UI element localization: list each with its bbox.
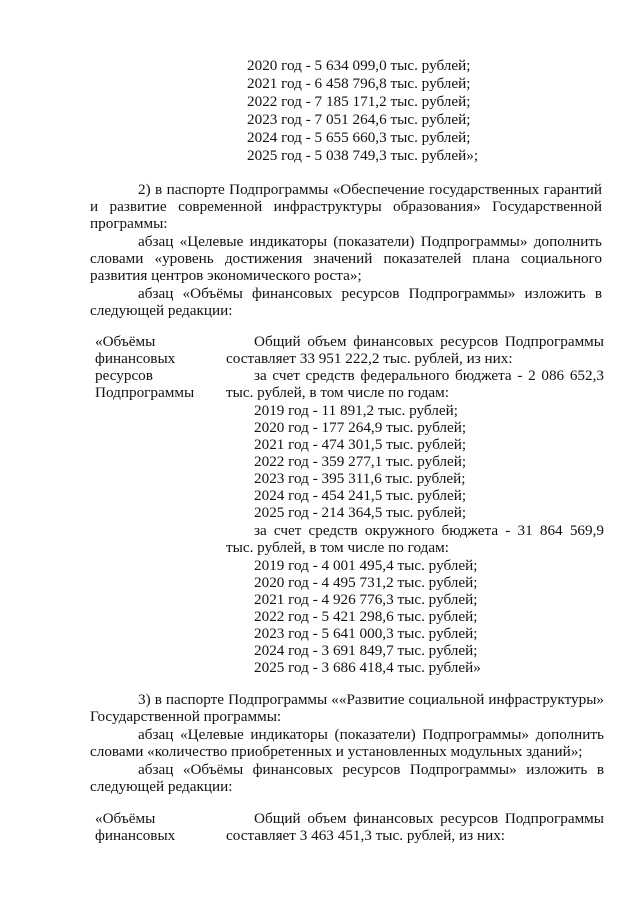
table1-okr-year: 2022 год - 5 421 298,6 тыс. рублей; bbox=[254, 608, 478, 625]
table2-left-label: «Объёмы bbox=[95, 810, 156, 827]
table1-left-label: Подпрограммы bbox=[95, 384, 195, 401]
table1-total-line2: составляет 33 951 222,2 тыс. рублей, из них: bbox=[226, 350, 513, 367]
table1-okr-year: 2019 год - 4 001 495,4 тыс. рублей; bbox=[254, 557, 478, 574]
section3-para3-line1: абзац «Объёмы финансовых ресурсов Подпрограммы» изложить в bbox=[138, 761, 604, 778]
top-year-line: 2024 год - 5 655 660,3 тыс. рублей; bbox=[247, 129, 471, 146]
table1-okr-line1: за счет средств окружного бюджета - 31 864 569,9 bbox=[254, 522, 604, 539]
table1-left-label: «Объёмы bbox=[95, 333, 156, 350]
section3-para1-line1: 3) в паспорте Подпрограммы ««Развитие социальной инфраструктуры» bbox=[138, 691, 604, 708]
table1-fed-year: 2022 год - 359 277,1 тыс. рублей; bbox=[254, 453, 467, 470]
table1-okr-line2: тыс. рублей, в том числе по годам: bbox=[226, 539, 449, 556]
table1-okr-year: 2023 год - 5 641 000,3 тыс. рублей; bbox=[254, 625, 478, 642]
section3-para2-line2: словами «количество приобретенных и установленных модульных зданий»; bbox=[90, 743, 583, 760]
top-year-line: 2022 год - 7 185 171,2 тыс. рублей; bbox=[247, 93, 471, 110]
top-year-line: 2020 год - 5 634 099,0 тыс. рублей; bbox=[247, 57, 471, 74]
table2-total-line2: составляет 3 463 451,3 тыс. рублей, из них: bbox=[226, 827, 506, 844]
section2-para1-line1: 2) в паспорте Подпрограммы «Обеспечение государственных гарантий bbox=[138, 181, 602, 198]
top-year-line: 2021 год - 6 458 796,8 тыс. рублей; bbox=[247, 75, 471, 92]
table1-fed-year: 2023 год - 395 311,6 тыс. рублей; bbox=[254, 470, 466, 487]
section2-para3-line1: абзац «Объёмы финансовых ресурсов Подпрограммы» изложить в bbox=[138, 285, 602, 302]
table1-fed-year: 2021 год - 474 301,5 тыс. рублей; bbox=[254, 436, 467, 453]
section2-para1-line2: и развитие современной инфраструктуры образования» Государственной bbox=[90, 198, 602, 215]
table1-left-label: финансовых bbox=[95, 350, 176, 367]
section3-para2-line1: абзац «Целевые индикаторы (показатели) Подпрограммы» дополнить bbox=[138, 726, 604, 743]
section3-para3-line2: следующей редакции: bbox=[90, 778, 233, 795]
table1-okr-year: 2021 год - 4 926 776,3 тыс. рублей; bbox=[254, 591, 478, 608]
table1-fed-year: 2019 год - 11 891,2 тыс. рублей; bbox=[254, 402, 458, 419]
table1-okr-year: 2024 год - 3 691 849,7 тыс. рублей; bbox=[254, 642, 478, 659]
section2-para2-line1: абзац «Целевые индикаторы (показатели) Подпрограммы» дополнить bbox=[138, 233, 602, 250]
top-year-line: 2025 год - 5 038 749,3 тыс. рублей»; bbox=[247, 147, 479, 164]
section2-para2-line2: словами «уровень достижения значений показателей плана социального bbox=[90, 250, 602, 267]
table2-left-label: финансовых bbox=[95, 827, 176, 844]
table1-okr-year: 2020 год - 4 495 731,2 тыс. рублей; bbox=[254, 574, 478, 591]
table1-fed-year: 2020 год - 177 264,9 тыс. рублей; bbox=[254, 419, 467, 436]
table1-left-label: ресурсов bbox=[95, 367, 153, 384]
table1-total-line1: Общий объем финансовых ресурсов Подпрограммы bbox=[254, 333, 604, 350]
top-year-line: 2023 год - 7 051 264,6 тыс. рублей; bbox=[247, 111, 471, 128]
table2-total-line1: Общий объем финансовых ресурсов Подпрограммы bbox=[254, 810, 604, 827]
section2-para3-line2: следующей редакции: bbox=[90, 302, 233, 319]
section2-para2-line3: развития центров экономического роста»; bbox=[90, 267, 362, 284]
table1-fed-year: 2025 год - 214 364,5 тыс. рублей; bbox=[254, 504, 467, 521]
section3-para1-line2: Государственной программы: bbox=[90, 708, 282, 725]
table1-fed-year: 2024 год - 454 241,5 тыс. рублей; bbox=[254, 487, 467, 504]
section2-para1-line3: программы: bbox=[90, 215, 168, 232]
table1-fed-line2: тыс. рублей, в том числе по годам: bbox=[226, 384, 449, 401]
table1-fed-line1: за счет средств федерального бюджета - 2 086 652,3 bbox=[254, 367, 604, 384]
table1-okr-year: 2025 год - 3 686 418,4 тыс. рублей» bbox=[254, 659, 481, 676]
